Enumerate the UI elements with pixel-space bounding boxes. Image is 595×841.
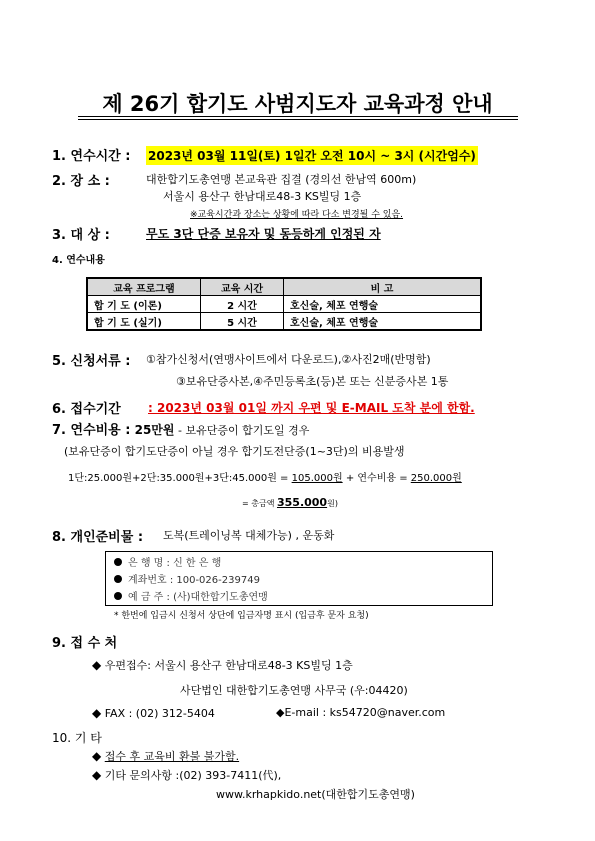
table-cell: 호신술, 체포 연행술 xyxy=(284,296,482,313)
section-6-value: : 2023년 03월 01일 까지 우편 및 E-MAIL 도착 분에 한함. xyxy=(148,401,475,415)
table-header-cell: 비 고 xyxy=(284,278,482,296)
table-cell: 호신술, 체포 연행술 xyxy=(284,313,482,331)
diamond-icon: ◆ xyxy=(92,706,102,720)
section-8-note: * 한번에 입금시 신청서 상단에 입금자명 표시 (입금후 문자 요청) xyxy=(114,611,369,621)
section-7-fee: 25만원 xyxy=(134,423,175,437)
table-cell: 합 기 도 (실기) xyxy=(87,313,201,331)
section-1-label: 1. 연수시간 : xyxy=(52,149,131,164)
table-row xyxy=(87,296,481,313)
total-suffix: 원) xyxy=(327,499,338,508)
section-2-label: 2. 장 소 : xyxy=(52,174,110,189)
bank-name-line xyxy=(114,554,221,569)
section-7-label: 7. 연수비용 : xyxy=(52,423,131,438)
section-5-label: 5. 신청서류 : xyxy=(52,354,131,369)
section-3-value: 무도 3단 단증 보유자 및 동등하게 인정된 자 xyxy=(146,227,381,241)
bank-holder: 예 금 주 : (사)대한합기도총연맹 xyxy=(128,592,268,603)
contact-phone: 기타 문의사항 :(02) 393-7411(代), xyxy=(104,769,282,782)
mail-address: 우편접수: 서울시 용산구 한남대로48-3 KS빌딩 1층 xyxy=(104,659,353,672)
etc-line-1 xyxy=(92,748,239,764)
total-prefix: = 총금액 xyxy=(242,499,277,508)
section-6-label: 6. 접수기간 xyxy=(52,402,121,417)
table-cell: 2 시간 xyxy=(201,296,284,313)
fax-line xyxy=(92,706,215,720)
table-cell: 합 기 도 (이론) xyxy=(87,296,201,313)
section-2-line1: 대한합기도총연맹 본교육관 집결 (경의선 한남역 600m) xyxy=(146,173,417,186)
section-4-label: 4. 연수내용 xyxy=(52,255,105,266)
email-address[interactable]: ◆E-mail : ks54720@naver.com xyxy=(276,706,446,719)
section-8-label: 8. 개인준비물 : xyxy=(52,530,144,545)
section-5-line2: ③보유단증사본,④주민등록초(등)본 또는 신분증사본 1통 xyxy=(176,375,449,388)
website-link[interactable]: www.krhapkido.net(대한합기도총연맹) xyxy=(216,788,415,801)
bank-account-line xyxy=(114,571,260,586)
title-underline-2 xyxy=(78,119,518,120)
total-amount: 355.000 xyxy=(276,496,328,509)
section-5-line1: ①참가신청서(연맹사이트에서 다운로드),②사진2매(반명함) xyxy=(146,353,431,366)
table-header-row xyxy=(87,278,481,296)
fee-breakdown: 1단:25.000원+2단:35.000원+3단:45.000원 = xyxy=(68,473,292,484)
diamond-icon: ◆ xyxy=(92,768,102,782)
title-underline-1 xyxy=(78,116,518,117)
bank-holder-line xyxy=(114,588,268,603)
section-1-value: 2023년 03월 11일(토) 1일간 오전 10시 ~ 3시 (시간엄수) xyxy=(146,146,478,165)
bank-account: 계좌번호 : 100-026-239749 xyxy=(128,575,260,586)
bullet-icon xyxy=(114,575,122,583)
section-2-note: ※교육시간과 장소는 상황에 따라 다소 변경될 수 있음. xyxy=(190,210,404,220)
bank-info-box xyxy=(105,551,493,606)
section-2-line2: 서울시 용산구 한남대로48-3 KS빌딩 1층 xyxy=(163,190,362,203)
fee-sum: 250.000원 xyxy=(410,473,462,484)
section-7-fee-note: - 보유단증이 합기도일 경우 xyxy=(174,424,310,437)
section-7-total xyxy=(242,496,338,509)
fax-number: FAX : (02) 312-5404 xyxy=(104,707,215,720)
diamond-icon: ◆ xyxy=(92,658,102,672)
section-7-row xyxy=(52,419,309,438)
bullet-icon xyxy=(114,558,122,566)
table-header-cell: 교육 시간 xyxy=(201,278,284,296)
table-header-cell: 교육 프로그램 xyxy=(87,278,201,296)
section-8-value: 도복(트레이닝복 대체가능) , 운동화 xyxy=(163,529,335,542)
page-title: 제 26기 합기도 사범지도자 교육과정 안내 xyxy=(102,92,493,116)
fee-plus: + 연수비용 = xyxy=(342,473,411,484)
section-3-label: 3. 대 상 : xyxy=(52,228,110,243)
mail-line-1 xyxy=(92,657,353,673)
program-table xyxy=(86,277,482,331)
no-refund-note: 접수 후 교육비 환불 불가함. xyxy=(104,750,240,763)
etc-line-2 xyxy=(92,767,281,783)
fee-subtotal: 105.000원 xyxy=(291,473,343,484)
table-row xyxy=(87,313,481,331)
section-9-label: 9. 접 수 처 xyxy=(52,636,118,651)
section-7-line2: (보유단증이 합기도단증이 아닐 경우 합기도전단증(1~3단)의 비용발생 xyxy=(64,445,405,458)
diamond-icon: ◆ xyxy=(92,749,102,763)
mail-line-2: 사단법인 대한합기도총연맹 사무국 (우:04420) xyxy=(180,684,408,697)
section-7-line3 xyxy=(68,469,462,484)
table-cell: 5 시간 xyxy=(201,313,284,331)
section-10-label: 10. 기 타 xyxy=(52,731,102,745)
bank-name: 은 행 명 : 신 한 은 행 xyxy=(128,558,222,569)
bullet-icon xyxy=(114,592,122,600)
